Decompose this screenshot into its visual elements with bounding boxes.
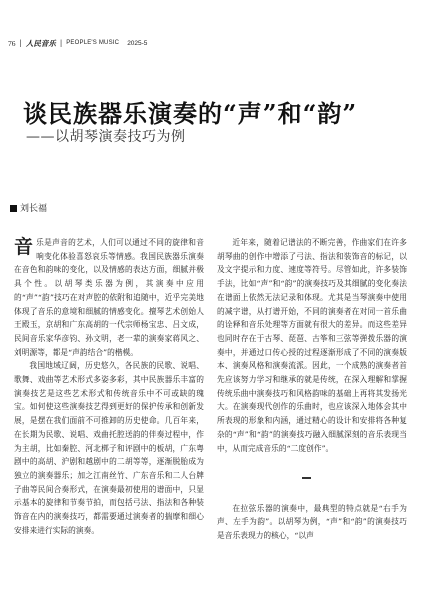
- section-divider: [302, 477, 311, 479]
- header-separator: |: [19, 39, 22, 47]
- page-number: 76: [8, 39, 16, 48]
- header-separator: |: [59, 39, 63, 47]
- paragraph: 在拉弦乐器的演奏中，最典型的特点就是“右手为声、左手为韵”。以胡琴为例，“声”和“韵”的演奏技巧是音乐表现力的核心，“以声: [217, 503, 407, 541]
- body-column-right: [217, 236, 407, 543]
- paragraph: 近年来，随着记谱法的不断完善，作曲家们在许多胡琴曲的创作中增添了弓法、指法和装饰音的标记，以及文字提示和力度、速度等符号。尽管如此，许多装饰手法，比如“声”和“韵”的演奏技巧及其细腻的变化奏法在谱面上依然无法记录和体现。尤其是当琴演奏中使用的减字谱，从打谱开始，不同的演奏者在对同一首乐曲的诠释和音乐处理等方面就有很大的差异。而这些差异也同时存在于古琴、琵琶、古筝和三弦等弹拨乐器的演奏中，并通过口传心授的过程逐渐形成了不同的演奏版本、演奏风格和演奏流派。因此，一个成熟的演奏者首先应该努力学习和继承的就是传统，在深入理解和掌握传统乐曲中演奏技巧和风格韵味的基础上再将其发扬光大。在演奏现代创作的乐曲时，也应该深入地体会其中所表现的形象和内涵，通过精心的设计和安排将各种复杂的“声”和“韵”的演奏技巧融入细腻深刻的音乐表现当中，从而完成音乐的“二度创作”。: [217, 238, 407, 453]
- journal-logo-cn: 人民音乐: [25, 39, 56, 48]
- paragraph: [14, 236, 204, 359]
- author-line: [10, 201, 47, 214]
- body-column-left: [14, 236, 204, 537]
- issue-number: 2025-5: [127, 40, 148, 47]
- article-title: 谈民族器乐演奏的“声”和“韵”: [23, 99, 358, 128]
- journal-name-en: PEOPLE'S MUSIC: [66, 40, 120, 46]
- paragraph-text: 乐是声音的艺术，人们可以通过不同的旋律和音响变化体验喜怒哀乐等情感。我国民族器乐演奏在音色和韵味的变化，以及情感的表达方面，细腻并极具个性。以胡琴类乐器为例，其演奏中应用的“声”“韵”技巧在对声腔的依附和追随中，近乎完美地体现了音乐的意境和细腻的情感变化。擅琴艺术创始人王殿玉，京胡和广东高胡的一代宗师杨宝忠、吕文成，民间音乐家华彦钧、孙文明，老一辈的演奏家蒋风之、刘明源等，都是“声韵结合”的楷模。: [14, 238, 204, 357]
- drop-cap: 音: [14, 236, 34, 258]
- article-subtitle: ——以胡琴演奏技巧为例: [26, 129, 186, 145]
- running-header: [8, 37, 419, 50]
- square-bullet-icon: [10, 205, 17, 212]
- author-name: 刘长福: [20, 203, 48, 213]
- paragraph: 我国地域辽阔，历史悠久，各民族的民歌、说唱、歌舞、戏曲等艺术形式多姿多彩，其中民族器乐丰富的演奏技艺是这些艺术形式和传统音乐中不可或缺的瑰宝。如何使这些演奏技艺得到更好的保护传承和创新发展，是摆在我们面前不可推卸的历史使命。几百年来，在长期为民歌、说唱、戏曲托腔送韵的伴奏过程中，作为主胡，比如秦腔、河北梆子和评剧中的板胡，广东粤剧中的高胡、沪剧和越剧中的二胡等等，逐渐脱胎成为独立的演奏器乐；加之江南丝竹、广东音乐和二人台牌子曲等民间合奏形式，在演奏最初使用的谱面中，只显示基本的旋律和节奏节拍，而包括弓法、指法和各种装饰音在内的演奏技巧，都需要通过演奏者的揣摩和细心安排来进行实际的演奏。: [14, 361, 204, 535]
